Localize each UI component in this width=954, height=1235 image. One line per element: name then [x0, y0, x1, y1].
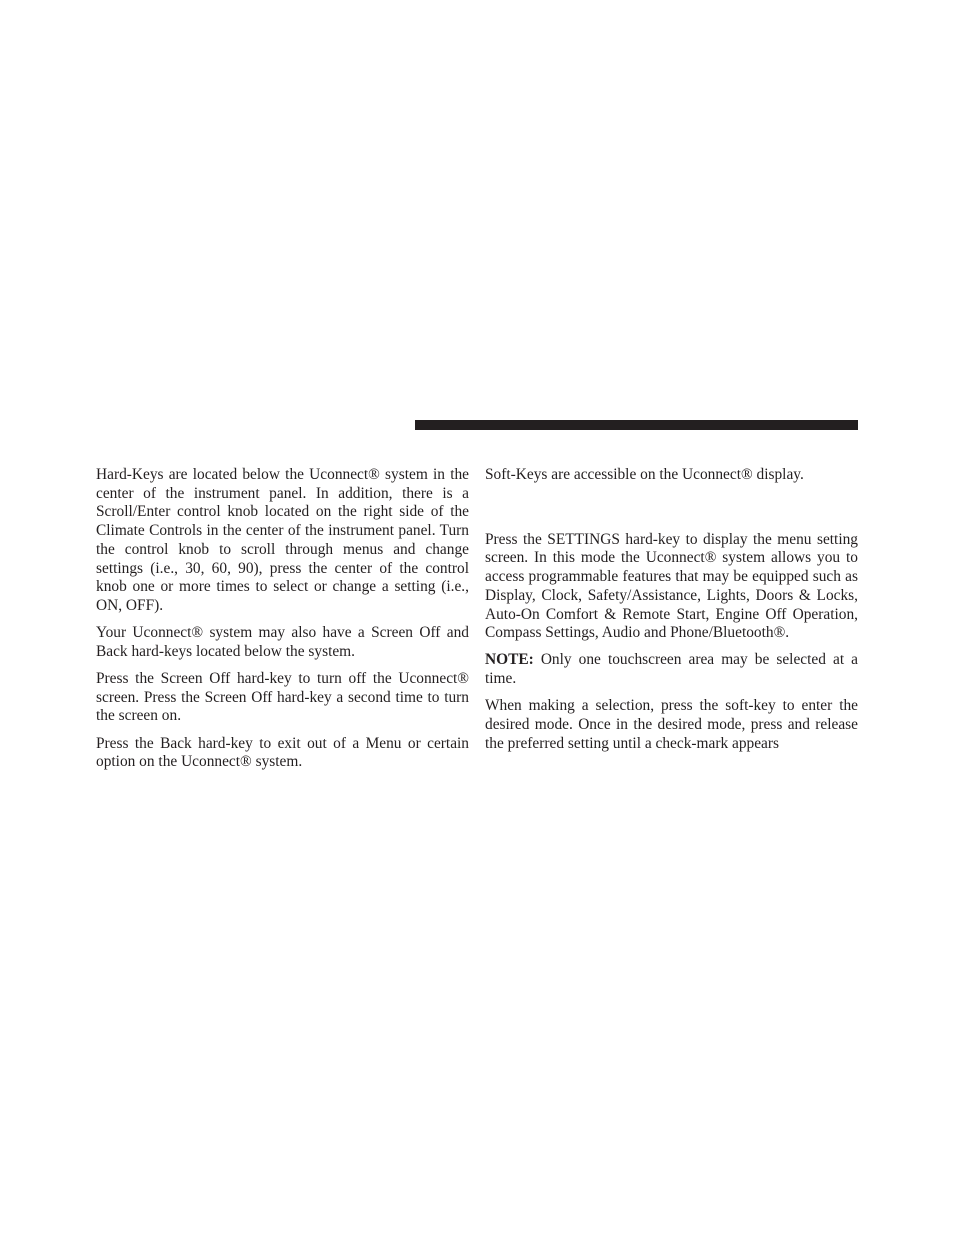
- note-label: NOTE:: [485, 651, 534, 669]
- paragraph-selection: When making a selection, press the soft-key to enter the desired mode. Once in the desired mode, press and release the preferred setting until a check-mark appears: [485, 697, 858, 752]
- section-header-bar: [415, 420, 858, 430]
- left-column: [96, 466, 469, 772]
- paragraph-screen-off-key: Press the Screen Off hard-key to turn off the Uconnect® screen. Press the Screen Off hard-key a second time to turn the screen on.: [96, 670, 469, 725]
- paragraph-soft-keys: Soft-Keys are accessible on the Uconnect® display.: [485, 466, 804, 483]
- paragraph-settings: Press the SETTINGS hard-key to display the menu setting screen. In this mode the Uconnect® system allows you to access programmable features that may be equipped such as Display, Clock, Safety/Assistance, Lights, Doors & Locks, Auto-On Comfort & Remote Start, Engine Off Operation, Compass Settings, Audio and Phone/Bluetooth®.: [485, 530, 858, 642]
- note-text: Only one touchscreen area may be selected at a time.: [485, 651, 858, 688]
- paragraph-hard-keys: Hard-Keys are located below the Uconnect® system in the center of the instrument panel. In addition, there is a Scroll/Enter control knob located on the right side of the Climate Controls in the center of the instrument panel. Turn the control knob to scroll through menus and change settings (i.e., 30, 60, 90), press the center of the control knob one or more times to select or change a setting (i.e., ON, OFF).: [96, 466, 469, 614]
- note-paragraph: [485, 651, 858, 688]
- paragraph-back-key: Press the Back hard-key to exit out of a Menu or certain option on the Uconnect® system.: [96, 734, 469, 771]
- paragraph-screen-off-back: Your Uconnect® system may also have a Screen Off and Back hard-keys located below the system.: [96, 624, 469, 660]
- right-column: [485, 466, 858, 753]
